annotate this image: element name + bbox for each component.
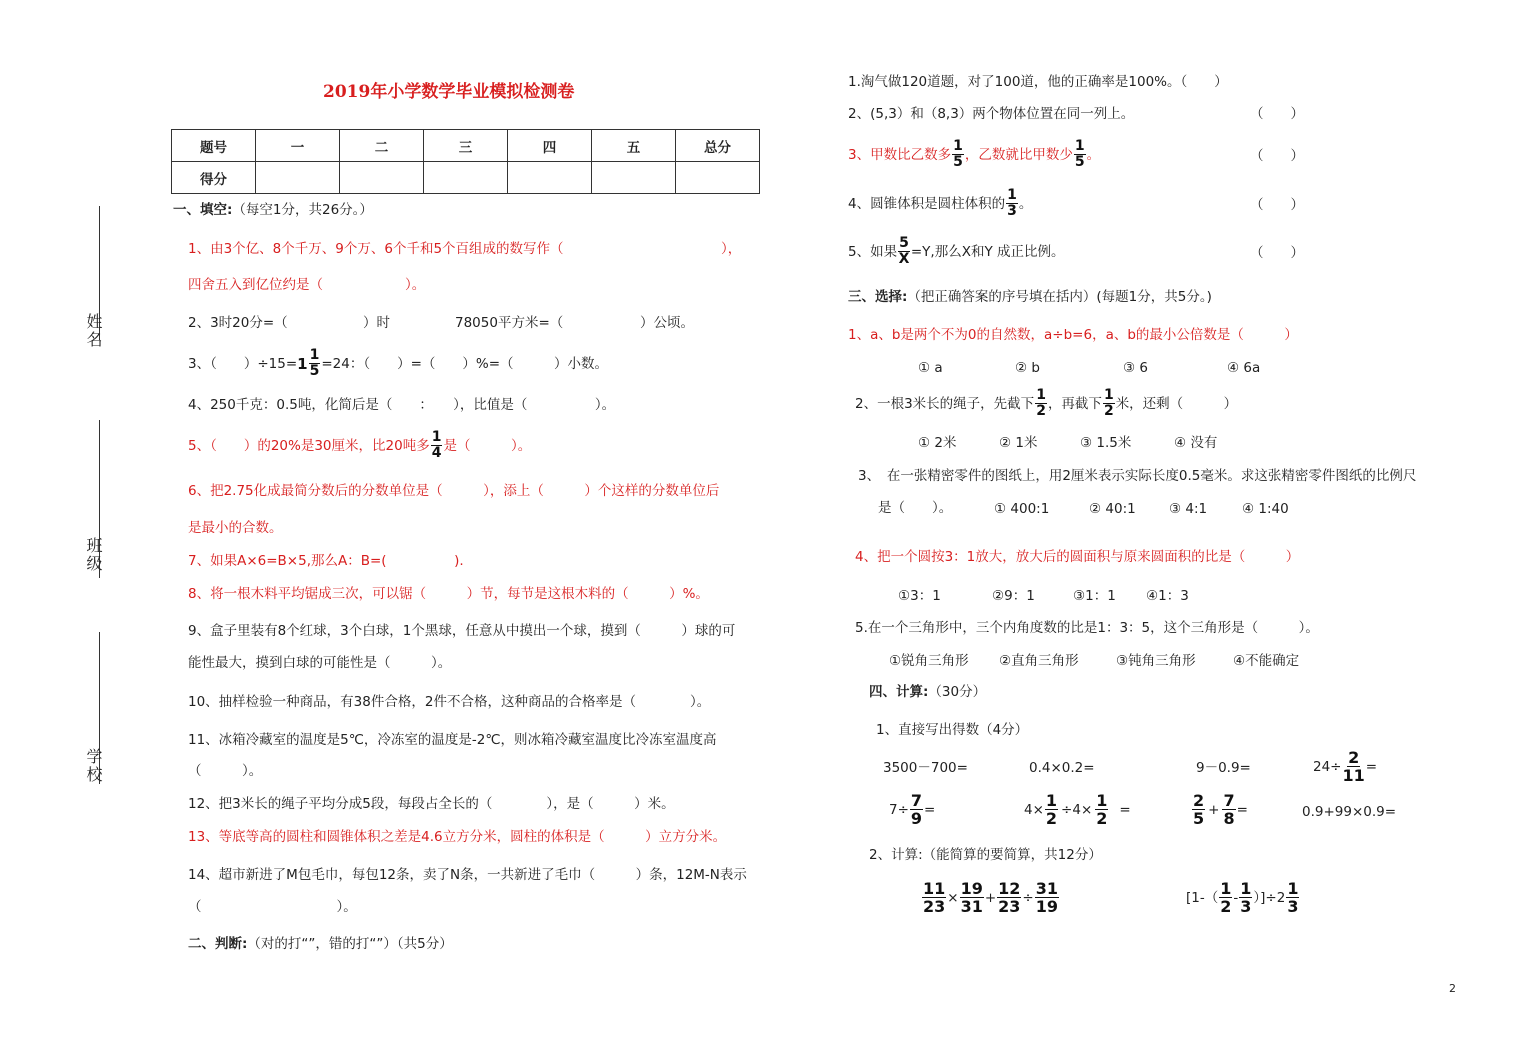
calc-sub2: 2、计算:（能简算的要简算，共12分） bbox=[869, 847, 1102, 863]
score-cell[interactable] bbox=[508, 162, 592, 194]
expression-1: $\frac{11}{23}$ × $\frac{19}{31}$ + $\frac{12}{23}$ ÷ $\frac{31}{19}$ bbox=[923, 879, 1058, 916]
score-table-score-row bbox=[172, 162, 760, 194]
section2-heading: 二、判断:（对的打“”，错的打“”）（共5分） bbox=[188, 936, 453, 952]
fraction: $\frac{7}{9}$ bbox=[910, 791, 923, 828]
question-1b-end: ）。 bbox=[405, 277, 426, 293]
judge-4: 4、圆锥体积是圆柱体积的 $\frac{1}{3}$ 。 bbox=[848, 187, 1033, 219]
fraction: $\frac{1}{4}$ bbox=[431, 429, 442, 461]
judge-3: 3、甲数比乙数多 $\frac{1}{5}$ ，乙数就比甲数少 $\frac{1}{5}$ 。 bbox=[848, 138, 1101, 170]
calc-5: 7÷ $\frac{7}{9}$ = bbox=[889, 791, 936, 828]
choice-3-option-b[interactable]: ② 40:1 bbox=[1089, 501, 1136, 517]
choice-2-option-d[interactable]: ④ 没有 bbox=[1174, 435, 1218, 451]
fraction: $\frac{1}{2}$ bbox=[1103, 387, 1114, 419]
question-9a: 9、盒子里装有8个红球，3个白球，1个黑球，任意从中摸出一个球，摸到（ ）球的可 bbox=[188, 623, 736, 639]
choice-2-option-a[interactable]: ① 2米 bbox=[918, 435, 957, 451]
calc-3: 9－0.9= bbox=[1196, 760, 1251, 776]
score-table bbox=[171, 129, 760, 194]
fraction: $\frac{31}{19}$ bbox=[1035, 879, 1058, 916]
judge-2-blank[interactable]: （ ） bbox=[1250, 106, 1304, 122]
question-14a: 14、超市新进了M包毛巾，每包12条，卖了N条，一共新进了毛巾（ ）条，12M-N表示 bbox=[188, 867, 747, 883]
calc-4: 24÷ $\frac{2}{11}$ = bbox=[1313, 748, 1378, 785]
question-1a-end: ）， bbox=[721, 241, 742, 257]
fraction: $\frac{2}{5}$ bbox=[1193, 791, 1205, 828]
question-14b: （ ）。 bbox=[188, 899, 357, 915]
judge-4-blank[interactable]: （ ） bbox=[1250, 197, 1304, 213]
choice-4-option-b[interactable]: ②9：1 bbox=[992, 588, 1035, 604]
score-header-cell: 二 bbox=[340, 130, 424, 162]
choice-4-option-c[interactable]: ③1：1 bbox=[1073, 588, 1116, 604]
choice-3-option-c[interactable]: ③ 4:1 bbox=[1169, 501, 1208, 517]
choice-3b: 是（ ）。 bbox=[878, 500, 953, 516]
calc-7: $\frac{2}{5}$ + $\frac{7}{8}$ = bbox=[1193, 791, 1248, 828]
question-9b: 能性最大，摸到白球的可能性是（ ）。 bbox=[188, 655, 452, 671]
question-7: 7、如果A×6=B×5,那么A：B=( ). bbox=[188, 553, 464, 569]
judge-5-blank[interactable]: （ ） bbox=[1250, 245, 1304, 261]
question-2c: 78050平方米=（ bbox=[455, 315, 564, 331]
choice-1-option-d[interactable]: ④ 6a bbox=[1227, 360, 1261, 376]
choice-2-option-b[interactable]: ② 1米 bbox=[999, 435, 1038, 451]
choice-5-option-b[interactable]: ②直角三角形 bbox=[999, 653, 1079, 669]
question-2d: ）公顷。 bbox=[640, 315, 694, 331]
fraction: $\frac{1}{5}$ bbox=[1074, 138, 1085, 170]
choice-5: 5.在一个三角形中，三个内角度数的比是1：3：5，这个三角形是（ ）。 bbox=[855, 620, 1319, 636]
calc-8: 0.9+99×0.9= bbox=[1302, 804, 1397, 820]
calc-6: 4× $\frac{1}{2}$ ÷4× $\frac{1}{2}$ = bbox=[1024, 791, 1131, 828]
judge-5: 5、如果 $\frac{5}{X}$ =Y,那么X和Y 成正比例。 bbox=[848, 235, 1065, 267]
fraction: $\frac{1}{3}$ bbox=[1287, 879, 1299, 916]
fraction: $\frac{7}{8}$ bbox=[1223, 791, 1235, 828]
score-table-header-row bbox=[172, 130, 760, 162]
section1-heading: 一、填空:（每空1分，共26分。） bbox=[173, 202, 373, 218]
score-header-cell: 一 bbox=[256, 130, 340, 162]
score-cell[interactable] bbox=[592, 162, 676, 194]
fraction: $\frac{1}{2}$ bbox=[1045, 791, 1058, 828]
score-cell[interactable] bbox=[256, 162, 340, 194]
question-1a: 1、由3个亿、8个千万、9个万、6个千和5个百组成的数写作（ bbox=[188, 241, 564, 257]
question-12: 12、把3米长的绳子平均分成5段，每段占全长的（ ），是（ ）米。 bbox=[188, 796, 675, 812]
question-6b: 是最小的合数。 bbox=[188, 520, 283, 536]
school-label: 学校 bbox=[84, 748, 103, 784]
page-number: 2 bbox=[1449, 982, 1456, 995]
choice-2-option-c[interactable]: ③ 1.5米 bbox=[1080, 435, 1132, 451]
score-header-cell: 三 bbox=[424, 130, 508, 162]
question-10: 10、抽样检验一种商品，有38件合格，2件不合格，这种商品的合格率是（ ）。 bbox=[188, 694, 711, 710]
calc-sub1: 1、直接写出得数（4分） bbox=[876, 722, 1029, 738]
class-label: 班级 bbox=[84, 537, 103, 573]
choice-5-option-c[interactable]: ③钝角三角形 bbox=[1116, 653, 1196, 669]
fraction: $\frac{1}{2}$ bbox=[1096, 791, 1108, 828]
choice-4: 4、把一个圆按3：1放大，放大后的圆面积与原来圆面积的比是（ ） bbox=[855, 549, 1300, 565]
score-cell[interactable] bbox=[424, 162, 508, 194]
score-header-cell: 总分 bbox=[676, 130, 760, 162]
question-11a: 11、冰箱冷藏室的温度是5℃，冷冻室的温度是-2℃，则冰箱冷藏室温度比冷冻室温度高 bbox=[188, 732, 717, 748]
score-cell[interactable] bbox=[340, 162, 424, 194]
score-header-cell: 四 bbox=[508, 130, 592, 162]
choice-3-option-d[interactable]: ④ 1:40 bbox=[1242, 501, 1289, 517]
fraction: $\frac{12}{23}$ bbox=[998, 879, 1021, 916]
fraction: $\frac{1}{5}$ bbox=[309, 347, 320, 379]
question-2a: 2、3时20分=（ bbox=[188, 315, 288, 331]
fraction: $\frac{1}{5}$ bbox=[953, 138, 963, 170]
question-4: 4、250千克：0.5吨，化简后是（ ： ），比值是（ ）。 bbox=[188, 397, 616, 413]
judge-3-blank[interactable]: （ ） bbox=[1250, 148, 1304, 164]
calc-2: 0.4×0.2= bbox=[1029, 760, 1095, 776]
section3-heading: 三、选择:（把正确答案的序号填在括内）(每题1分，共5分。) bbox=[848, 289, 1212, 305]
page-title: 2019年小学数学毕业模拟检测卷 bbox=[323, 82, 575, 102]
fraction: $\frac{5}{X}$ bbox=[898, 235, 910, 267]
score-row-label: 得分 bbox=[172, 162, 256, 194]
choice-5-option-d[interactable]: ④不能确定 bbox=[1233, 653, 1300, 669]
choice-1-option-b[interactable]: ② b bbox=[1015, 360, 1040, 376]
choice-3a: 3、 在一张精密零件的图纸上，用2厘米表示实际长度0.5毫米。求这张精密零件图纸的比例尺 bbox=[858, 468, 1417, 484]
choice-2: 2、一根3米长的绳子，先截下 $\frac{1}{2}$ ，再截下 $\frac{1}{2}$ 米，还剩（ ） bbox=[855, 387, 1238, 419]
question-13: 13、等底等高的圆柱和圆锥体积之差是4.6立方分米，圆柱的体积是（ ）立方分米。 bbox=[188, 829, 727, 845]
name-label: 姓名 bbox=[84, 313, 103, 349]
fraction: $\frac{1}{2}$ bbox=[1036, 387, 1046, 419]
fraction: $\frac{19}{31}$ bbox=[960, 879, 983, 916]
judge-1: 1.淘气做120道题，对了100道，他的正确率是100%。（ ） bbox=[848, 74, 1228, 90]
calc-1: 3500－700= bbox=[883, 760, 968, 776]
question-2b: ）时 bbox=[363, 315, 390, 331]
question-5: 5、（ ）的20%是30厘米，比20吨多 $\frac{1}{4}$ 是（ ）。 bbox=[188, 429, 532, 461]
score-header-cell: 五 bbox=[592, 130, 676, 162]
section4-heading: 四、计算:（30分） bbox=[869, 684, 987, 700]
choice-4-option-d[interactable]: ④1：3 bbox=[1146, 588, 1189, 604]
question-3: 3、（ ）÷15= 1 $\frac{1}{5}$ =24：（ ）=（ ）%=（ ）小数。 bbox=[188, 347, 609, 379]
choice-5-option-a[interactable]: ①锐角三角形 bbox=[889, 653, 969, 669]
expression-2: [1-（ $\frac{1}{2}$ - $\frac{1}{3}$ ）]÷2 $\frac{1}{3}$ bbox=[1186, 879, 1299, 916]
score-cell[interactable] bbox=[676, 162, 760, 194]
question-11b: （ ）。 bbox=[188, 763, 263, 779]
question-6a: 6、把2.75化成最简分数后的分数单位是（ ），添上（ ）个这样的分数单位后 bbox=[188, 483, 720, 499]
fraction: $\frac{1}{2}$ bbox=[1220, 879, 1232, 916]
choice-4-option-a[interactable]: ①3：1 bbox=[898, 588, 941, 604]
choice-1-option-a[interactable]: ① a bbox=[918, 360, 943, 376]
fraction: $\frac{11}{23}$ bbox=[923, 879, 946, 916]
judge-2: 2、(5,3）和（8,3）两个物体位置在同一列上。 bbox=[848, 106, 1135, 122]
choice-1: 1、a、b是两个不为0的自然数，a÷b=6，a、b的最小公倍数是（ ） bbox=[848, 327, 1298, 343]
question-1b: 四舍五入到亿位约是（ bbox=[188, 277, 323, 293]
fraction: $\frac{2}{11}$ bbox=[1342, 748, 1365, 785]
fraction: $\frac{1}{3}$ bbox=[1007, 187, 1017, 219]
choice-1-option-c[interactable]: ③ 6 bbox=[1123, 360, 1148, 376]
fraction: $\frac{1}{3}$ bbox=[1240, 879, 1252, 916]
question-8: 8、将一根木料平均锯成三次，可以锯（ ）节，每节是这根木料的（ ）%。 bbox=[188, 586, 709, 602]
choice-3-option-a[interactable]: ① 400:1 bbox=[994, 501, 1050, 517]
score-header-cell: 题号 bbox=[172, 130, 256, 162]
